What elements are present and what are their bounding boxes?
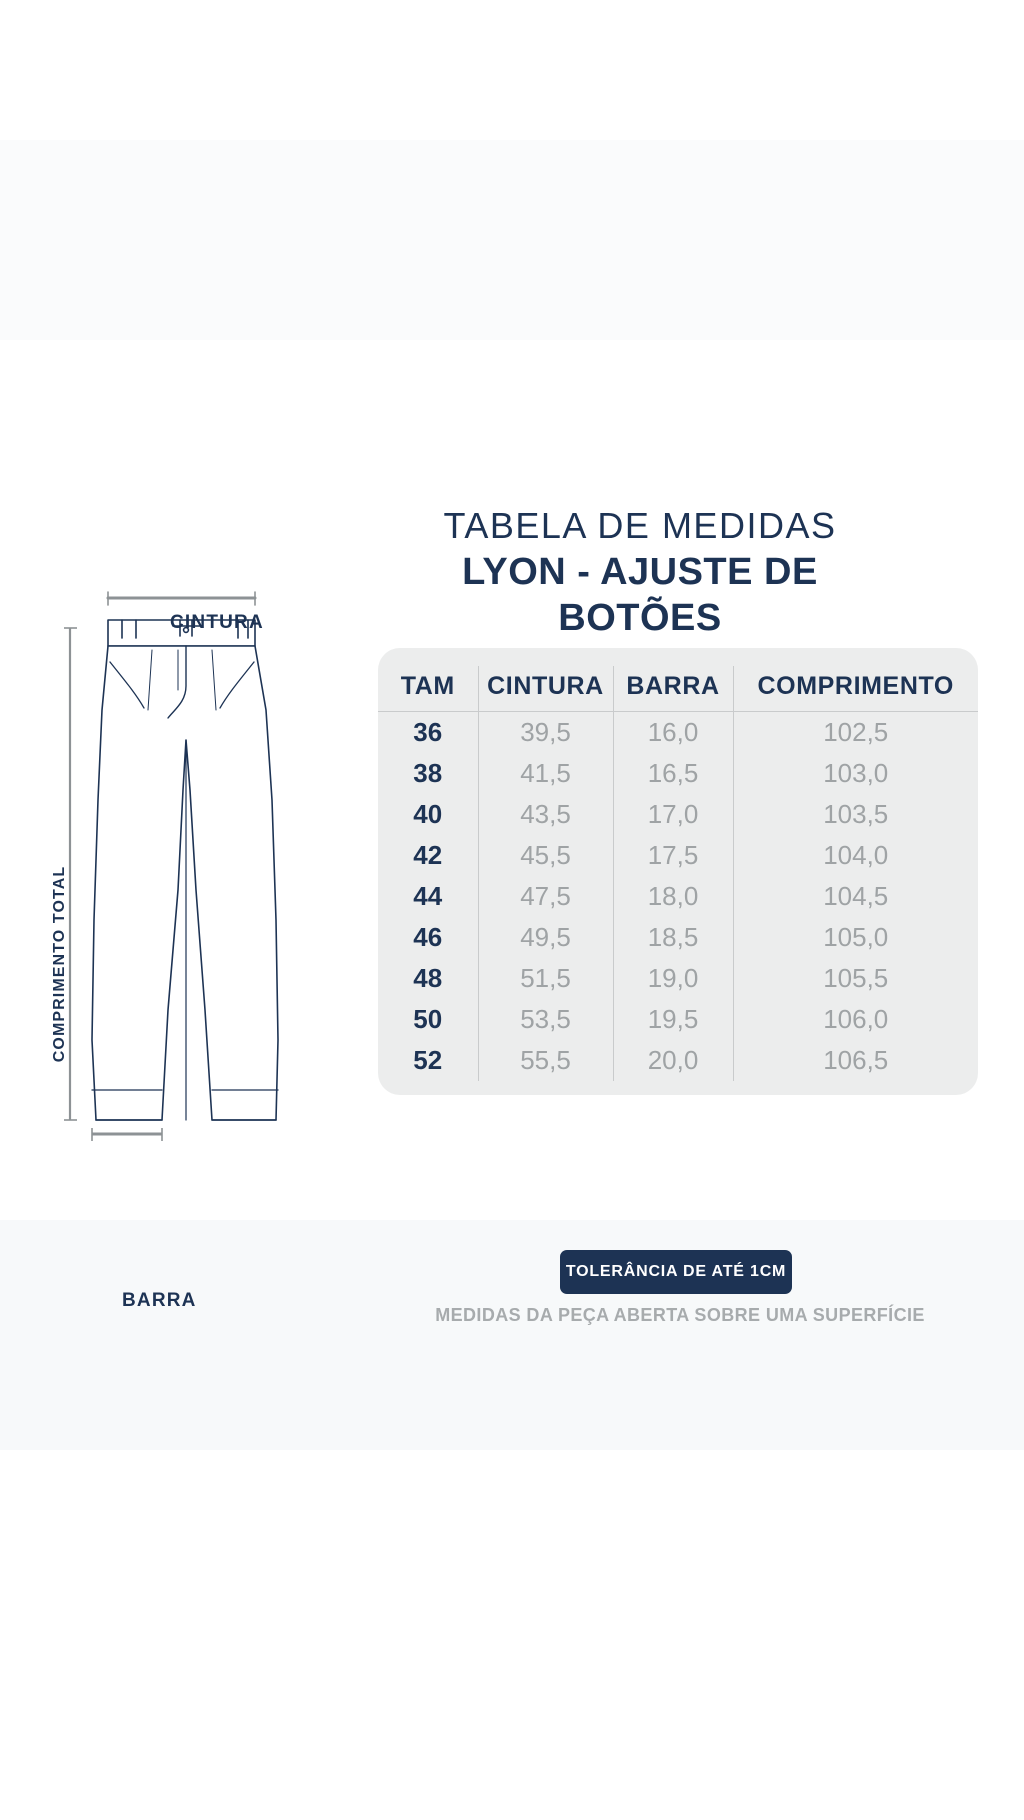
title-line-1: TABELA DE MEDIDAS xyxy=(443,505,837,546)
cell-tam: 46 xyxy=(378,917,478,958)
cell-value: 45,5 xyxy=(478,835,613,876)
size-table-card xyxy=(378,648,978,1095)
label-comprimento-total: COMPRIMENTO TOTAL xyxy=(51,865,68,1063)
label-cintura: CINTURA xyxy=(170,612,264,633)
table-row xyxy=(378,712,978,754)
size-table-body xyxy=(378,712,978,1082)
cell-value: 18,5 xyxy=(613,917,733,958)
cell-value: 41,5 xyxy=(478,753,613,794)
tolerance-badge: TOLERÂNCIA DE ATÉ 1CM xyxy=(560,1250,792,1294)
cell-value: 55,5 xyxy=(478,1040,613,1081)
header-barra: BARRA xyxy=(613,666,733,712)
cell-tam: 48 xyxy=(378,958,478,999)
cell-value: 106,0 xyxy=(823,1004,889,1034)
cell-value: 53,5 xyxy=(478,999,613,1040)
cell-value: 19,0 xyxy=(613,958,733,999)
table-row xyxy=(378,1040,978,1081)
size-table xyxy=(378,666,978,1081)
trousers-illustration xyxy=(40,590,360,1170)
cell-value: 17,0 xyxy=(613,794,733,835)
footnote-text: MEDIDAS DA PEÇA ABERTA SOBRE UMA SUPERFÍCIE xyxy=(435,1305,925,1325)
table-row xyxy=(378,958,978,999)
cell-value: 104,0 xyxy=(823,840,889,870)
cell-tam: 52 xyxy=(378,1040,478,1081)
lower-tint-band xyxy=(0,1220,1024,1450)
cell-tam: 36 xyxy=(378,712,478,754)
cell-value: 103,5 xyxy=(823,799,889,829)
cell-value: 51,5 xyxy=(478,958,613,999)
table-row xyxy=(378,753,978,794)
cell-value: 49,5 xyxy=(478,917,613,958)
cell-tam: 40 xyxy=(378,794,478,835)
cell-tam: 42 xyxy=(378,835,478,876)
size-table-head xyxy=(378,666,978,712)
cell-value: 105,0 xyxy=(823,922,889,952)
header-cintura: CINTURA xyxy=(478,666,613,712)
cell-tam: 38 xyxy=(378,753,478,794)
header-comprimento: COMPRIMENTO xyxy=(757,672,954,700)
cell-tam: 44 xyxy=(378,876,478,917)
cell-value: 18,0 xyxy=(613,876,733,917)
cell-value: 105,5 xyxy=(823,963,889,993)
top-white-band xyxy=(0,0,1024,140)
cell-value: 103,0 xyxy=(823,758,889,788)
cell-value: 16,0 xyxy=(613,712,733,754)
cell-value: 43,5 xyxy=(478,794,613,835)
cell-value: 17,5 xyxy=(613,835,733,876)
page-title xyxy=(380,505,900,642)
cell-value: 16,5 xyxy=(613,753,733,794)
bottom-white-band xyxy=(0,1450,1024,1820)
cell-value: 102,5 xyxy=(823,717,889,747)
size-table-header-row xyxy=(378,666,978,712)
cell-value: 47,5 xyxy=(478,876,613,917)
cell-value: 20,0 xyxy=(613,1040,733,1081)
header-tam: TAM xyxy=(378,666,478,712)
table-row xyxy=(378,999,978,1040)
cell-value: 106,5 xyxy=(823,1045,889,1075)
label-barra: BARRA xyxy=(122,1290,197,1311)
table-row xyxy=(378,917,978,958)
cell-value: 19,5 xyxy=(613,999,733,1040)
table-row xyxy=(378,794,978,835)
table-row xyxy=(378,835,978,876)
table-row xyxy=(378,876,978,917)
cell-tam: 50 xyxy=(378,999,478,1040)
cell-value: 39,5 xyxy=(478,712,613,754)
cell-value: 104,5 xyxy=(823,881,889,911)
title-line-2: LYON - AJUSTE DE BOTÕES xyxy=(462,551,818,639)
upper-tint-band xyxy=(0,140,1024,340)
